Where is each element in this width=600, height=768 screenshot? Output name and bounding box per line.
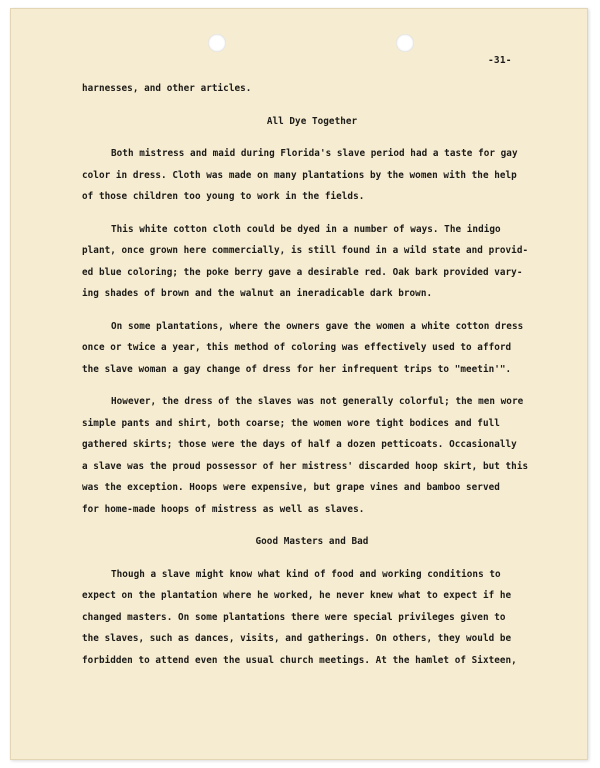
paragraph xyxy=(82,143,542,208)
paragraph xyxy=(82,219,542,305)
text-line: Though a slave might know what kind of food and working conditions to xyxy=(111,568,501,580)
page-number: -31- xyxy=(488,55,512,66)
typed-page xyxy=(10,8,588,760)
paragraph xyxy=(82,391,542,520)
text-line: However, the dress of the slaves was not generally colorful; the men wore xyxy=(111,396,524,407)
text-line: simple pants and shirt, both coarse; the women wore tight bodices and full xyxy=(82,417,500,429)
text-line: expect on the plantation where he worked, he never knew what to expect if he xyxy=(82,590,512,601)
section-heading: All Dye Together xyxy=(266,115,358,127)
text-line: gathered skirts; those were the days of half a dozen petticoats. Occasionally xyxy=(82,439,517,450)
text-line: the slave woman a gay change of dress for her infrequent trips to "meetin'". xyxy=(82,363,512,375)
text-line: This white cotton cloth could be dyed in a number of ways. The indigo xyxy=(111,223,501,235)
text-line: changed masters. On some plantations there were special privileges given to xyxy=(82,611,506,623)
text-line: Both mistress and maid during Florida's slave period had a taste for gay xyxy=(111,148,518,159)
text-line: plant, once grown here commercially, is still found in a wild state and provid- xyxy=(82,245,529,256)
text-line: color in dress. Cloth was made on many plantations by the women with the help xyxy=(82,169,517,181)
text-line: the slaves, such as dances, visits, and gatherings. On others, they would be xyxy=(82,633,512,644)
punch-hole-right xyxy=(396,34,414,52)
text-line: forbidden to attend even the usual church meetings. At the hamlet of Sixteen, xyxy=(82,654,517,666)
text-line: once or twice a year, this method of coloring was effectively used to afford xyxy=(82,342,512,353)
paragraph xyxy=(82,564,542,672)
text-line: a slave was the proud possessor of her mistress' discarded hoop skirt, but this xyxy=(82,460,529,472)
section-heading: Good Masters and Bad xyxy=(255,536,369,547)
text-line: ing shades of brown and the walnut an ineradicable dark brown. xyxy=(82,288,433,299)
text-line: ed blue coloring; the poke berry gave a desirable red. Oak bark provided vary- xyxy=(82,266,523,278)
lead-in-line: harnesses, and other articles. xyxy=(82,83,252,94)
text-line: of those children too young to work in the fields. xyxy=(82,191,365,202)
punch-hole-left xyxy=(208,34,226,52)
page-body xyxy=(82,78,542,671)
paragraph xyxy=(82,316,542,381)
text-line: was the exception. Hoops were expensive, but grape vines and bamboo served xyxy=(82,482,500,493)
text-line: On some plantations, where the owners gave the women a white cotton dress xyxy=(111,320,524,332)
text-line: for home-made hoops of mistress as well as slaves. xyxy=(82,503,365,515)
